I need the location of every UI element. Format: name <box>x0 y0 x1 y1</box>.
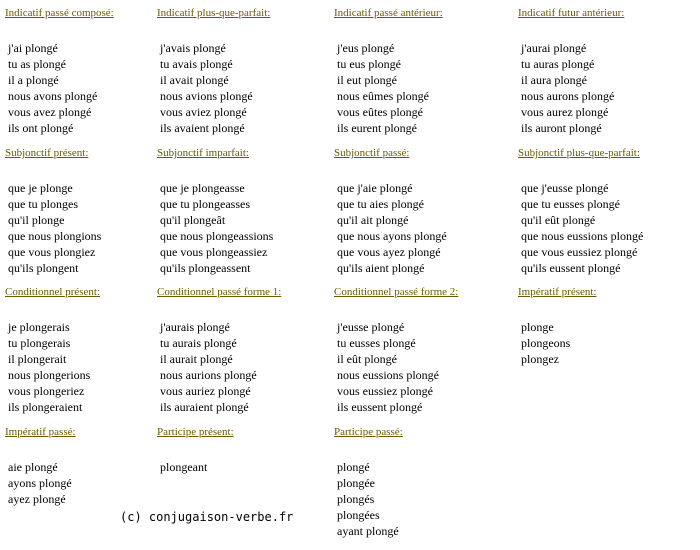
conjugated-form: vous avez plongé <box>8 105 92 119</box>
conjugated-form: ayons plongé <box>8 476 72 490</box>
tense-title: Subjonctif plus-que-parfait: <box>518 147 640 159</box>
tense-forms <box>337 319 439 415</box>
conjugated-form: qu'il eût plongé <box>521 213 596 227</box>
conjugated-form: nous plongerions <box>8 368 91 382</box>
conjugated-form: que vous ayez plongé <box>337 245 441 259</box>
conjugated-form: que vous plongeassiez <box>160 245 268 259</box>
conjugated-form: qu'ils aient plongé <box>337 261 425 275</box>
conjugated-form: qu'ils plongeassent <box>160 261 251 275</box>
conjugated-form: tu aurais plongé <box>160 336 237 350</box>
tense-title: Impératif passé: <box>5 426 76 438</box>
conjugated-form: plongées <box>337 508 380 522</box>
tense-forms <box>8 180 101 276</box>
tense-title: Conditionnel présent: <box>5 286 101 298</box>
conjugated-form: il aurait plongé <box>160 352 233 366</box>
conjugated-form: ils eussent plongé <box>337 400 423 414</box>
tense-forms <box>337 40 429 136</box>
conjugated-form: ils eurent plongé <box>337 121 417 135</box>
tense-title: Indicatif plus-que-parfait: <box>157 7 271 19</box>
conjugated-form: vous plongeriez <box>8 384 85 398</box>
conjugated-form: plongée <box>337 476 375 490</box>
tense-forms <box>160 40 253 136</box>
conjugated-form: ayez plongé <box>8 492 66 506</box>
tense-forms <box>521 180 643 276</box>
tense-title: Conditionnel passé forme 1: <box>157 286 282 298</box>
conjugated-form: il eût plongé <box>337 352 397 366</box>
conjugated-form: vous eûtes plongé <box>337 105 423 119</box>
conjugated-form: plongez <box>521 352 559 366</box>
tense-forms <box>8 40 97 136</box>
conjugated-form: que nous eussions plongé <box>521 229 644 243</box>
conjugated-form: nous aurons plongé <box>521 89 615 103</box>
copyright-notice: (c) conjugaison-verbe.fr <box>120 510 294 524</box>
conjugated-form: j'eus plongé <box>337 41 395 55</box>
conjugated-form: plongés <box>337 492 375 506</box>
tense-title: Subjonctif imparfait: <box>157 147 249 159</box>
conjugated-form: j'eusse plongé <box>337 320 405 334</box>
conjugated-form: qu'il plongeât <box>160 213 226 227</box>
tense-forms <box>160 319 257 415</box>
conjugated-form: j'avais plongé <box>160 41 226 55</box>
conjugated-form: que tu plongeasses <box>160 197 250 211</box>
conjugated-form: plongeons <box>521 336 571 350</box>
conjugated-form: vous aurez plongé <box>521 105 609 119</box>
tense-title: Impératif présent: <box>518 286 597 298</box>
conjugated-form: aie plongé <box>8 460 58 474</box>
conjugated-form: ils auront plongé <box>521 121 602 135</box>
tense-title: Indicatif passé composé: <box>5 7 114 19</box>
tense-forms <box>160 459 207 475</box>
conjugated-form: nous eussions plongé <box>337 368 439 382</box>
tense-title: Conditionnel passé forme 2: <box>334 286 459 298</box>
tense-forms <box>521 40 614 136</box>
conjugated-form: il plongerait <box>8 352 67 366</box>
tense-title: Indicatif passé antérieur: <box>334 7 443 19</box>
conjugated-form: nous eûmes plongé <box>337 89 429 103</box>
tense-forms <box>8 319 90 415</box>
conjugated-form: ils plongeraient <box>8 400 83 414</box>
conjugated-form: ils ont plongé <box>8 121 74 135</box>
conjugated-form: ils auraient plongé <box>160 400 249 414</box>
conjugated-form: plonge <box>521 320 554 334</box>
tense-title: Participe passé: <box>334 426 403 438</box>
conjugated-form: il aura plongé <box>521 73 587 87</box>
tense-title: Participe présent: <box>157 426 234 438</box>
conjugated-form: je plongerais <box>8 320 70 334</box>
conjugated-form: tu eusses plongé <box>337 336 416 350</box>
tense-forms <box>521 319 570 367</box>
tense-forms <box>337 180 447 276</box>
conjugated-form: vous auriez plongé <box>160 384 251 398</box>
conjugated-form: il eut plongé <box>337 73 397 87</box>
conjugated-form: nous avons plongé <box>8 89 98 103</box>
conjugated-form: tu avais plongé <box>160 57 233 71</box>
tense-title: Indicatif futur antérieur: <box>518 7 625 19</box>
tense-forms <box>8 459 72 507</box>
conjugated-form: vous aviez plongé <box>160 105 247 119</box>
conjugated-form: que vous plongiez <box>8 245 96 259</box>
conjugated-form: que tu plonges <box>8 197 78 211</box>
conjugated-form: ils avaient plongé <box>160 121 245 135</box>
conjugated-form: que je plonge <box>8 181 73 195</box>
conjugated-form: qu'ils plongent <box>8 261 79 275</box>
conjugated-form: tu eus plongé <box>337 57 401 71</box>
conjugated-form: que je plongeasse <box>160 181 245 195</box>
tense-title: Subjonctif passé: <box>334 147 410 159</box>
conjugated-form: que nous plongeassions <box>160 229 274 243</box>
conjugated-form: nous avions plongé <box>160 89 253 103</box>
conjugated-form: ayant plongé <box>337 524 399 538</box>
conjugated-form: j'aurais plongé <box>160 320 230 334</box>
conjugated-form: que tu aies plongé <box>337 197 424 211</box>
conjugated-form: il a plongé <box>8 73 59 87</box>
conjugated-form: que j'aie plongé <box>337 181 413 195</box>
conjugated-form: j'aurai plongé <box>521 41 587 55</box>
conjugated-form: que j'eusse plongé <box>521 181 609 195</box>
tense-forms <box>337 459 399 539</box>
conjugated-form: tu as plongé <box>8 57 66 71</box>
conjugated-form: plongeant <box>160 460 208 474</box>
conjugated-form: vous eussiez plongé <box>337 384 433 398</box>
conjugated-form: qu'il plonge <box>8 213 65 227</box>
tense-title: Subjonctif présent: <box>5 147 89 159</box>
conjugated-form: que nous plongions <box>8 229 102 243</box>
conjugated-form: tu auras plongé <box>521 57 595 71</box>
conjugated-form: qu'il ait plongé <box>337 213 409 227</box>
conjugated-form: qu'ils eussent plongé <box>521 261 621 275</box>
conjugated-form: que nous ayons plongé <box>337 229 447 243</box>
conjugated-form: tu plongerais <box>8 336 71 350</box>
tense-forms <box>160 180 273 276</box>
conjugated-form: il avait plongé <box>160 73 229 87</box>
conjugated-form: nous aurions plongé <box>160 368 257 382</box>
conjugated-form: j'ai plongé <box>8 41 58 55</box>
conjugated-form: que vous eussiez plongé <box>521 245 638 259</box>
conjugated-form: plongé <box>337 460 370 474</box>
conjugated-form: que tu eusses plongé <box>521 197 620 211</box>
